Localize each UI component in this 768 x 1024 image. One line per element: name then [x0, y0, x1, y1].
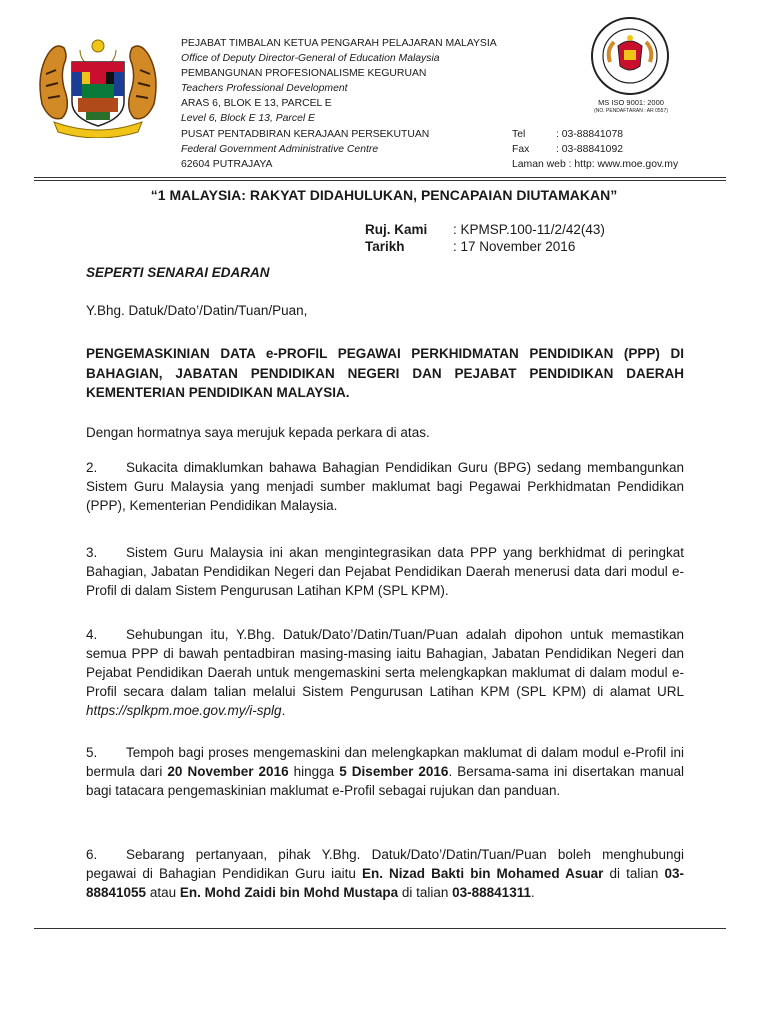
footer-divider: [34, 928, 726, 929]
paragraph-text: Sukacita dimaklumkan bahawa Bahagian Pendidikan Guru (BPG) sedang membangunkan Sistem Guru Malaysia yang menjadi sumber maklumat bagi Pegawai Perkhidmatan Pendidikan (PPP), Kementerian Pendidikan Malaysia.: [86, 460, 684, 513]
motto: “1 MALAYSIA: RAKYAT DIDAHULUKAN, PENCAPAIAN DIUTAMAKAN”: [150, 187, 618, 203]
paragraph-number: 4.: [86, 627, 98, 642]
paragraph: [86, 458, 684, 515]
tarikh-value: : 17 November 2016: [453, 239, 576, 254]
paragraph-number: 6.: [86, 847, 98, 862]
bold-text: 03-88841055: [86, 866, 684, 900]
bold-text: 20 November 2016: [167, 764, 289, 779]
letterhead-line: PEJABAT TIMBALAN KETUA PENGARAH PELAJARAN MALAYSIA: [181, 38, 497, 49]
subject-heading: PENGEMASKINIAN DATA e-PROFIL PEGAWAI PERKHIDMATAN PENDIDIKAN (PPP) DI BAHAGIAN, JABATAN PENDIDIKAN NEGERI DAN PEJABAT PENDIDIKAN DAERAH KEMENTERIAN PENDIDIKAN MALAYSIA.: [86, 346, 684, 400]
web-value: : http: www.moe.gov.my: [568, 159, 679, 171]
paragraph-text: Sistem Guru Malaysia ini akan mengintegrasikan data PPP yang berkhidmat di peringkat Bahagian, Jabatan Pendidikan Negeri dan Pejabat Pendidikan Daerah menerusi data dari modul e-Profil di dalam Sistem Pengurusan Latihan KPM (SPL KPM).: [86, 545, 684, 598]
paragraph: [86, 543, 684, 600]
ruj-label: Ruj. Kami: [365, 222, 428, 237]
addressee: SEPERTI SENARAI EDARAN: [86, 265, 270, 280]
paragraph: [86, 625, 684, 720]
tel-value: : 03-88841078: [556, 129, 624, 140]
greeting: Dengan hormatnya saya merujuk kepada perkara di atas.: [86, 425, 430, 440]
paragraph: [86, 743, 684, 800]
letterhead-address: [181, 36, 497, 172]
web-label: Laman web: [512, 159, 566, 171]
iso-registration: (NO. PENDAFTARAN : AR 0557): [594, 108, 668, 114]
paragraph-text: Tempoh bagi proses mengemaskini dan melengkapkan maklumat di dalam modul e-Profil ini bermula dari: [86, 745, 684, 779]
paragraph-text: di talian: [603, 866, 665, 881]
fax-value: : 03-88841092: [556, 144, 624, 156]
letterhead-line: Federal Government Administrative Centre: [181, 143, 379, 155]
letterhead-line: PUSAT PENTADBIRAN KERAJAAN PERSEKUTUAN: [181, 128, 430, 140]
paragraph-text: .: [530, 885, 535, 900]
letterhead-line: 62604 PUTRAJAYA: [181, 158, 273, 170]
letterhead-line: Office of Deputy Director-General of Education Malaysia: [181, 53, 440, 65]
paragraph: [86, 845, 684, 902]
header-divider: [34, 177, 726, 178]
iso-certification: [583, 98, 679, 116]
bold-text: 5 Disember 2016: [339, 764, 449, 779]
web-row: [512, 157, 678, 172]
tel-row: [512, 127, 678, 142]
tel-label: Tel: [512, 129, 526, 140]
paragraph-number: 5.: [86, 745, 98, 760]
paragraph-text: Sehubungan itu, Y.Bhg. Datuk/Dato’/Datin/Tuan/Puan adalah dipohon untuk memastikan semua PPP di bawah pentadbiran masing-masing iaitu Bahagian, Jabatan Pendidikan Negeri dan Pejabat Pendidikan Daerah untuk mengemaskini serta melengkapkan maklumat di dalam modul e-Profil secara dalam talian melalui Sistem Pengurusan Latihan KPM (SPL KPM) di alamat URL: [86, 627, 684, 699]
bold-text: En. Mohd Zaidi bin Mohd Mustapa: [179, 885, 399, 900]
contact-block: [512, 127, 678, 172]
iso-line: MS ISO 9001: 2000: [598, 98, 664, 107]
paragraph-text: . Bersama-sama ini disertakan manual bagi tatacara pengemaskinian maklumat e-Profil sebagai rujukan dan panduan.: [86, 764, 685, 798]
coat-of-arms-logo: [34, 34, 162, 138]
salutation: Y.Bhg. Datuk/Dato’/Datin/Tuan/Puan,: [86, 303, 308, 318]
letterhead-line: ARAS 6, BLOK E 13, PARCEL E: [181, 98, 332, 110]
header-divider: [34, 180, 726, 181]
paragraph-number: 2.: [86, 460, 98, 475]
paragraph-text: hingga: [288, 764, 340, 779]
url-text: https://splkpm.moe.gov.my/i-splg: [86, 703, 282, 718]
date-row: [365, 238, 605, 255]
ministry-seal-logo: [590, 16, 670, 96]
tarikh-label: Tarikh: [365, 239, 405, 254]
paragraph-text: Sebarang pertanyaan, pihak Y.Bhg. Datuk/Dato’/Datin/Tuan/Puan boleh menghubungi pegawai di Bahagian Pendidikan Guru iaitu: [86, 847, 684, 881]
paragraph-text: .: [281, 703, 286, 718]
paragraph-number: 3.: [86, 545, 98, 560]
fax-row: [512, 142, 678, 157]
bold-text: 03-88841311: [452, 885, 531, 900]
reference-block: [365, 221, 605, 255]
paragraph-text: di talian: [398, 885, 453, 900]
bold-text: En. Nizad Bakti bin Mohamed Asuar: [361, 866, 604, 881]
paragraph-text: atau: [146, 885, 180, 900]
ruj-value: : KPMSP.100-11/2/42(43): [453, 222, 605, 237]
letterhead-line: Teachers Professional Development: [181, 83, 348, 95]
letterhead-line: Level 6, Block E 13, Parcel E: [181, 113, 315, 125]
letterhead-line: PEMBANGUNAN PROFESIONALISME KEGURUAN: [181, 68, 427, 80]
fax-label: Fax: [512, 144, 530, 156]
reference-row: [365, 221, 605, 238]
